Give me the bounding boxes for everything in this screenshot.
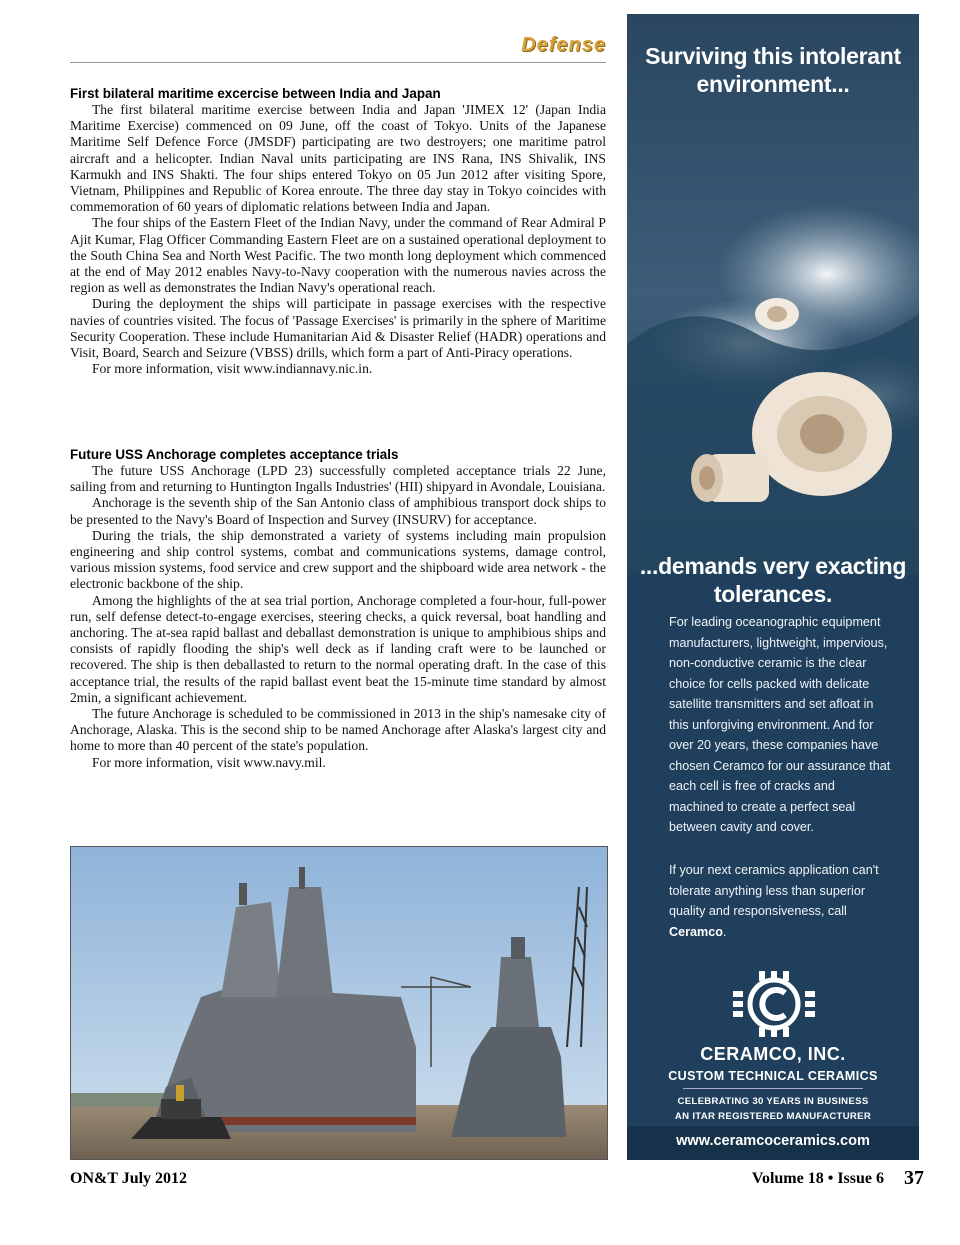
article-paragraph: During the trials, the ship demonstrated a variety of systems including main propulsion engineering and ship control systems, combat and communications systems, damage control, various mission systems, food service and crew support and the shipboard wide area network - the electronic backbone of the ship. [70,527,606,592]
footer-publication-date: ON&T July 2012 [70,1170,188,1187]
article-paragraph: The first bilateral maritime exercise between India and Japan 'JIMEX 12' (Japan India Maritime Exercise) commenced on 09 June, off the coast of Tokyo. Units of the Japanese Maritime Self Defence Force (JMSDF) participating are two destroyers; one maritime patrol aircraft and a helicopter. Indian Naval units participating are INS Rana, INS Shivalik, INS Karmukh and INS Shakti. The four ships entered Tokyo on 05 Jun 2012 after visiting Spore, Vietnam, Philippines and Republic of Korea enroute. The three day stay in Tokyo coincides with commemoration of 60 years of diplomatic relations between India and Japan. [70,102,606,215]
ad-company-name: CERAMCO, INC. [700,1044,846,1064]
article-india-japan [70,86,606,377]
article-headline: Future USS Anchorage completes acceptance trials [70,447,399,462]
article-paragraph: The future Anchorage is scheduled to be commissioned in 2013 in the ship's namesake city of Anchorage, Alaska. This is the second ship to be named Anchorage after Alaska's largest city and home to more than 40 percent of the state's population. [70,706,606,754]
article-paragraph: For more information, visit www.indiannavy.nic.in. [92,361,373,377]
footer-volume-issue: Volume 18 • Issue 6 [751,1170,884,1187]
ad-brand-name: Ceramco [669,924,723,939]
ad-call-to-action [669,860,891,942]
ad-divider [683,1088,863,1089]
article-paragraph: During the deployment the ships will participate in passage exercises with the respective navies of countries visited. The focus of 'Passage Exercises' is primarily in the sphere of Maritime Security Cooperation. These include Humanitarian Aid & Disaster Relief (HADR) operations and Visit, Board, Search and Seizure (VBSS) drills, which form a part of Anti-Piracy operations. [70,296,606,361]
ceramco-logo-icon [729,969,819,1039]
section-tag: Defense [521,34,606,56]
section-divider [70,62,606,63]
ad-company-tagline: CUSTOM TECHNICAL CERAMICS [668,1069,878,1083]
ad-headline-top: Surviving this intolerant environment... [645,43,901,97]
ship-photo [70,846,608,1160]
ceramco-advertisement [627,14,919,1160]
ocean-wave-illustration [627,14,919,574]
article-paragraph: Anchorage is the seventh ship of the San Antonio class of amphibious transport dock ships to be presented to the Navy's Board of Inspection and Survey (INSURV) for acceptance. [70,495,606,527]
ad-body-text: For leading oceanographic equipment manufacturers, lightweight, impervious, non-conductive ceramic is the clear choice for cells packed with delicate satellite transmitters and set afloat in this unforgiving environment. And for over 20 years, these companies have chosen Ceramco for our assurance that each cell is free of cracks and machined to create a perfect seal between cavity and cover. [669,615,891,834]
ad-call-text: If your next ceramics application can't tolerate anything less than superior quality and responsiveness, call [669,863,879,918]
ad-anniversary: CELEBRATING 30 YEARS IN BUSINESS [677,1096,869,1107]
ad-website-link[interactable]: www.ceramcoceramics.com [627,1126,919,1160]
article-uss-anchorage [70,447,606,771]
article-paragraph: For more information, visit www.navy.mil. [92,754,326,770]
article-paragraph: The future USS Anchorage (LPD 23) successfully completed acceptance trials 22 June, sailing from and returning to Huntington Ingalls Industries' (HII) shipyard in Avondale, Louisiana. [70,463,606,495]
ad-call-period: . [722,924,727,939]
article-paragraph: Among the highlights of the at sea trial portion, Anchorage completed a four-hour, full-power run, self defense detect-to-engage exercises, steering checks, a quick reversal, boat handling and anchoring. The at-sea rapid ballast and deballast demonstration is unique to amphibious ships and consists of rapidly flooding the ship's well deck as if landing craft were to be launched or recovered. The ship is then deballasted to return to the normal operating draft. In the case of this acceptance trial, the results of the rapid ballast event beat the 15-minute time standard by almost 2min, a significant achievement. [70,592,606,705]
ad-itar: AN ITAR REGISTERED MANUFACTURER [674,1111,872,1122]
article-paragraph: The four ships of the Eastern Fleet of the Indian Navy, under the command of Rear Admiral P Ajit Kumar, Flag Officer Commanding Eastern Fleet are on a sustained operational deployment to the South China Sea and North West Pacific. The two month long deployment which commenced at the end of May 2012 enables Navy-to-Navy cooperation with the numerous navies across the region as well as demonstrates the Indian Navy's operational reach. [70,215,606,296]
ship-photo-illustration [71,847,607,1159]
page-number: 37 [904,1167,924,1189]
article-headline: First bilateral maritime excercise between India and Japan [70,86,441,101]
ad-headline-middle: ...demands very exacting tolerances. [639,553,907,607]
ad-credentials [627,1094,919,1124]
